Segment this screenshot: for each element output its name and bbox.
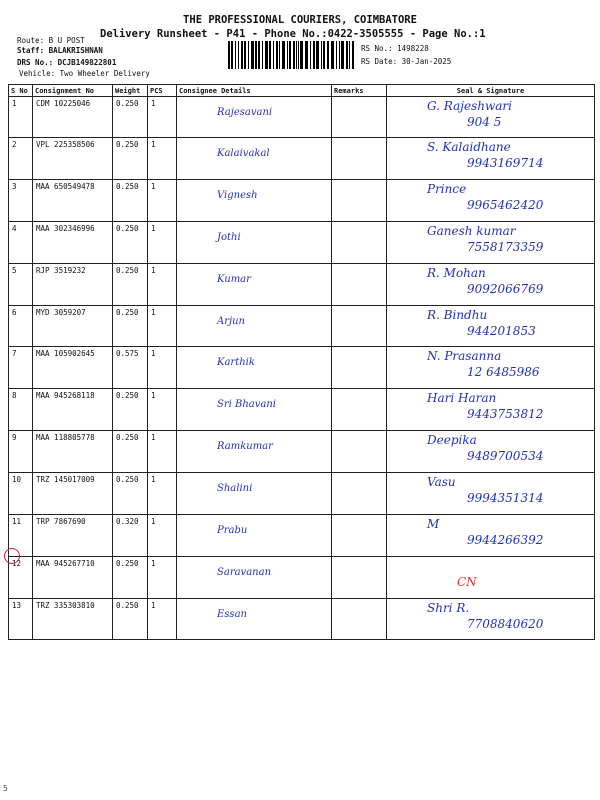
row-consignment-cell: MAA 945268118 bbox=[33, 389, 113, 431]
signature-handwriting: Prince bbox=[427, 182, 467, 196]
table-row bbox=[9, 599, 595, 640]
barcode-bar bbox=[248, 41, 249, 69]
row-weight-cell: 0.250 bbox=[113, 431, 148, 473]
row-weight-cell: 0.250 bbox=[113, 138, 148, 180]
row-remarks-cell bbox=[332, 557, 387, 599]
row-remarks-cell bbox=[332, 138, 387, 180]
row-signature-cell bbox=[387, 557, 595, 599]
row-pcs-cell: 1 bbox=[148, 557, 177, 599]
row-pcs-cell: 1 bbox=[148, 473, 177, 515]
barcode-bar bbox=[349, 41, 350, 69]
consignee-handwriting: Rajesavani bbox=[217, 107, 273, 118]
col-remarks: Remarks bbox=[332, 85, 387, 97]
barcode-image bbox=[228, 41, 354, 69]
consignee-handwriting: Jothi bbox=[217, 232, 241, 243]
row-consignment-cell: CDM 10225046 bbox=[33, 97, 113, 138]
barcode-bar bbox=[296, 41, 297, 69]
barcode-bar bbox=[238, 41, 239, 69]
row-consignee-cell bbox=[177, 557, 332, 599]
signature-phone-handwriting: 9944266392 bbox=[467, 533, 544, 547]
row-signature-cell bbox=[387, 306, 595, 347]
row-signature-cell bbox=[387, 431, 595, 473]
barcode-bar bbox=[293, 41, 295, 69]
table-row bbox=[9, 222, 595, 264]
barcode-bar bbox=[336, 41, 337, 69]
signature-phone-handwriting: 9965462420 bbox=[467, 198, 544, 212]
barcode-bar bbox=[265, 41, 268, 69]
barcode-bar bbox=[262, 41, 263, 69]
table-row bbox=[9, 97, 595, 138]
col-consignee: Consignee Details bbox=[177, 85, 332, 97]
table-header-row bbox=[9, 85, 595, 97]
signature-phone-handwriting: 9092066769 bbox=[467, 282, 544, 296]
row-weight-cell: 0.250 bbox=[113, 473, 148, 515]
barcode-bar bbox=[273, 41, 274, 69]
barcode-bar bbox=[231, 41, 233, 69]
row-remarks-cell bbox=[332, 97, 387, 138]
row-signature-cell bbox=[387, 473, 595, 515]
row-remarks-cell bbox=[332, 431, 387, 473]
row-consignee-cell bbox=[177, 515, 332, 557]
barcode-bar bbox=[327, 41, 329, 69]
row-consignee-cell bbox=[177, 138, 332, 180]
signature-phone-handwriting: 944201853 bbox=[467, 324, 536, 338]
consignee-handwriting: Saravanan bbox=[217, 567, 272, 578]
row-weight-cell: 0.250 bbox=[113, 264, 148, 306]
signature-handwriting: N. Prasanna bbox=[427, 349, 502, 363]
company-title: THE PROFESSIONAL COURIERS, COIMBATORE bbox=[183, 14, 417, 26]
row-signature-cell bbox=[387, 264, 595, 306]
consignee-handwriting: Prabu bbox=[217, 525, 248, 536]
row-consignee-cell bbox=[177, 97, 332, 138]
row-signature-cell bbox=[387, 222, 595, 264]
row-consignment-cell: MAA 118805778 bbox=[33, 431, 113, 473]
row-signature-cell bbox=[387, 347, 595, 389]
row-sno-cell: 13 bbox=[9, 599, 33, 640]
row-consignee-cell bbox=[177, 306, 332, 347]
row-pcs-cell: 1 bbox=[148, 138, 177, 180]
table-row bbox=[9, 347, 595, 389]
barcode-bar bbox=[287, 41, 288, 69]
row-consignee-cell bbox=[177, 599, 332, 640]
row-pcs-cell: 1 bbox=[148, 264, 177, 306]
signature-handwriting: R. Bindhu bbox=[427, 308, 488, 322]
barcode-bar bbox=[339, 41, 340, 69]
row-weight-cell: 0.250 bbox=[113, 222, 148, 264]
barcode-bar bbox=[310, 41, 311, 69]
row-consignment-cell: TRZ 335303810 bbox=[33, 599, 113, 640]
row-sno-cell: 10 bbox=[9, 473, 33, 515]
row-consignment-cell: RJP 3519232 bbox=[33, 264, 113, 306]
signature-phone-handwriting: 12 6485986 bbox=[467, 365, 540, 379]
row-weight-cell: 0.250 bbox=[113, 306, 148, 347]
table-row bbox=[9, 515, 595, 557]
consignee-handwriting: Ramkumar bbox=[217, 441, 273, 452]
signature-handwriting: Deepika bbox=[427, 433, 477, 447]
row-signature-cell bbox=[387, 180, 595, 222]
row-sno-cell: 5 bbox=[9, 264, 33, 306]
col-signature: Seal & Signature bbox=[387, 85, 595, 97]
row-pcs-cell: 1 bbox=[148, 222, 177, 264]
signature-handwriting: Hari Haran bbox=[427, 391, 497, 405]
rs-number: RS No.: 1498228 bbox=[361, 44, 429, 53]
barcode-bar bbox=[251, 41, 254, 69]
row-remarks-cell bbox=[332, 599, 387, 640]
row-consignee-cell bbox=[177, 264, 332, 306]
signature-handwriting: CN bbox=[457, 575, 477, 589]
staff-label: Staff: BALAKRISHNAN bbox=[17, 46, 103, 55]
barcode-bar bbox=[279, 41, 280, 69]
row-consignment-cell: MAA 105902645 bbox=[33, 347, 113, 389]
row-consignment-cell: MAA 302346996 bbox=[33, 222, 113, 264]
row-consignee-cell bbox=[177, 347, 332, 389]
vehicle-label: Vehicle: Two Wheeler Delivery bbox=[19, 69, 150, 78]
barcode-bar bbox=[323, 41, 325, 69]
row-sno-cell: 9 bbox=[9, 431, 33, 473]
row-signature-cell bbox=[387, 97, 595, 138]
rs-date: RS Date: 30-Jan-2025 bbox=[361, 57, 452, 66]
barcode-bar bbox=[298, 41, 299, 69]
row-weight-cell: 0.250 bbox=[113, 180, 148, 222]
row-weight-cell: 0.250 bbox=[113, 557, 148, 599]
row-consignee-cell bbox=[177, 180, 332, 222]
consignee-handwriting: Arjun bbox=[217, 316, 245, 327]
row-remarks-cell bbox=[332, 306, 387, 347]
consignee-handwriting: Sri Bhavani bbox=[217, 399, 277, 410]
row-consignee-cell bbox=[177, 389, 332, 431]
row-consignee-cell bbox=[177, 473, 332, 515]
runsheet-table bbox=[8, 84, 595, 640]
consignee-handwriting: Kumar bbox=[217, 274, 251, 285]
signature-phone-handwriting: 9443753812 bbox=[467, 407, 544, 421]
barcode-bar bbox=[269, 41, 271, 69]
row-weight-cell: 0.250 bbox=[113, 599, 148, 640]
row-sno-cell: 6 bbox=[9, 306, 33, 347]
barcode-bar bbox=[321, 41, 322, 69]
consignee-handwriting: Vignesh bbox=[217, 190, 258, 201]
runsheet-subtitle: Delivery Runsheet - P41 - Phone No.:0422-3505555 - Page No.:1 bbox=[100, 28, 486, 40]
row-sno-cell: 12 bbox=[9, 557, 33, 599]
row-remarks-cell bbox=[332, 515, 387, 557]
drs-label: DRS No.: DCJB149822801 bbox=[17, 58, 117, 67]
row-pcs-cell: 1 bbox=[148, 599, 177, 640]
footer-mark: 5 bbox=[3, 784, 8, 793]
table-row bbox=[9, 138, 595, 180]
row-consignment-cell: TRP 7867690 bbox=[33, 515, 113, 557]
barcode-bar bbox=[300, 41, 303, 69]
table-row bbox=[9, 306, 595, 347]
col-consignment: Consignment No bbox=[33, 85, 113, 97]
signature-phone-handwriting: 7708840620 bbox=[467, 617, 544, 631]
signature-handwriting: S. Kalaidhane bbox=[427, 140, 511, 154]
barcode-bar bbox=[276, 41, 278, 69]
col-weight: Weight bbox=[113, 85, 148, 97]
barcode-bar bbox=[235, 41, 236, 69]
row-pcs-cell: 1 bbox=[148, 306, 177, 347]
row-signature-cell bbox=[387, 389, 595, 431]
barcode-bar bbox=[341, 41, 344, 69]
barcode-bar bbox=[258, 41, 260, 69]
row-weight-cell: 0.320 bbox=[113, 515, 148, 557]
row-weight-cell: 0.250 bbox=[113, 97, 148, 138]
row-weight-cell: 0.575 bbox=[113, 347, 148, 389]
table-row bbox=[9, 180, 595, 222]
consignee-handwriting: Kalaivakal bbox=[217, 148, 270, 159]
table-row bbox=[9, 473, 595, 515]
signature-handwriting: G. Rajeshwari bbox=[427, 99, 512, 113]
row-sno-cell: 1 bbox=[9, 97, 33, 138]
barcode-bar bbox=[313, 41, 315, 69]
row-pcs-cell: 1 bbox=[148, 347, 177, 389]
barcode-bar bbox=[316, 41, 319, 69]
table-row bbox=[9, 431, 595, 473]
row-consignment-cell: TRZ 145017009 bbox=[33, 473, 113, 515]
table-row bbox=[9, 389, 595, 431]
consignee-handwriting: Karthik bbox=[217, 357, 255, 368]
row-signature-cell bbox=[387, 599, 595, 640]
barcode-bar bbox=[289, 41, 291, 69]
consignee-handwriting: Essan bbox=[217, 609, 247, 620]
col-sno: S No bbox=[9, 85, 33, 97]
barcode-bar bbox=[241, 41, 243, 69]
table-row bbox=[9, 264, 595, 306]
barcode-bar bbox=[282, 41, 285, 69]
row-consignment-cell: MAA 650549478 bbox=[33, 180, 113, 222]
signature-phone-handwriting: 904 5 bbox=[467, 115, 502, 129]
row-sno-cell: 4 bbox=[9, 222, 33, 264]
row-weight-cell: 0.250 bbox=[113, 389, 148, 431]
barcode-bar bbox=[255, 41, 257, 69]
signature-phone-handwriting: 9489700534 bbox=[467, 449, 544, 463]
row-consignment-cell: MYD 3059207 bbox=[33, 306, 113, 347]
table-row bbox=[9, 557, 595, 599]
row-consignee-cell bbox=[177, 431, 332, 473]
signature-handwriting: M bbox=[427, 517, 440, 531]
route-label: Route: B U POST bbox=[17, 36, 85, 45]
signature-handwriting: Vasu bbox=[427, 475, 456, 489]
row-signature-cell bbox=[387, 515, 595, 557]
barcode-bar bbox=[228, 41, 230, 69]
row-remarks-cell bbox=[332, 180, 387, 222]
col-pcs: PCS bbox=[148, 85, 177, 97]
barcode-bar bbox=[331, 41, 334, 69]
row-pcs-cell: 1 bbox=[148, 431, 177, 473]
row-consignment-cell: VPL 225358506 bbox=[33, 138, 113, 180]
row-consignee-cell bbox=[177, 222, 332, 264]
consignee-handwriting: Shalini bbox=[217, 483, 253, 494]
row-12-circle-mark bbox=[4, 548, 20, 564]
row-sno-cell: 2 bbox=[9, 138, 33, 180]
signature-phone-handwriting: 7558173359 bbox=[467, 240, 544, 254]
row-remarks-cell bbox=[332, 473, 387, 515]
signature-phone-handwriting: 9943169714 bbox=[467, 156, 544, 170]
barcode-bar bbox=[244, 41, 246, 69]
row-signature-cell bbox=[387, 138, 595, 180]
row-pcs-cell: 1 bbox=[148, 389, 177, 431]
row-sno-cell: 8 bbox=[9, 389, 33, 431]
row-remarks-cell bbox=[332, 389, 387, 431]
barcode-bar bbox=[352, 41, 354, 69]
row-pcs-cell: 1 bbox=[148, 515, 177, 557]
row-remarks-cell bbox=[332, 347, 387, 389]
row-remarks-cell bbox=[332, 222, 387, 264]
barcode-bar bbox=[305, 41, 308, 69]
row-sno-cell: 11 bbox=[9, 515, 33, 557]
row-pcs-cell: 1 bbox=[148, 97, 177, 138]
signature-handwriting: Ganesh kumar bbox=[427, 224, 516, 238]
signature-phone-handwriting: 9994351314 bbox=[467, 491, 544, 505]
signature-handwriting: Shri R. bbox=[427, 601, 470, 615]
row-sno-cell: 3 bbox=[9, 180, 33, 222]
row-consignment-cell: MAA 945267710 bbox=[33, 557, 113, 599]
signature-handwriting: R. Mohan bbox=[427, 266, 486, 280]
row-remarks-cell bbox=[332, 264, 387, 306]
row-sno-cell: 7 bbox=[9, 347, 33, 389]
row-pcs-cell: 1 bbox=[148, 180, 177, 222]
barcode-bar bbox=[346, 41, 348, 69]
